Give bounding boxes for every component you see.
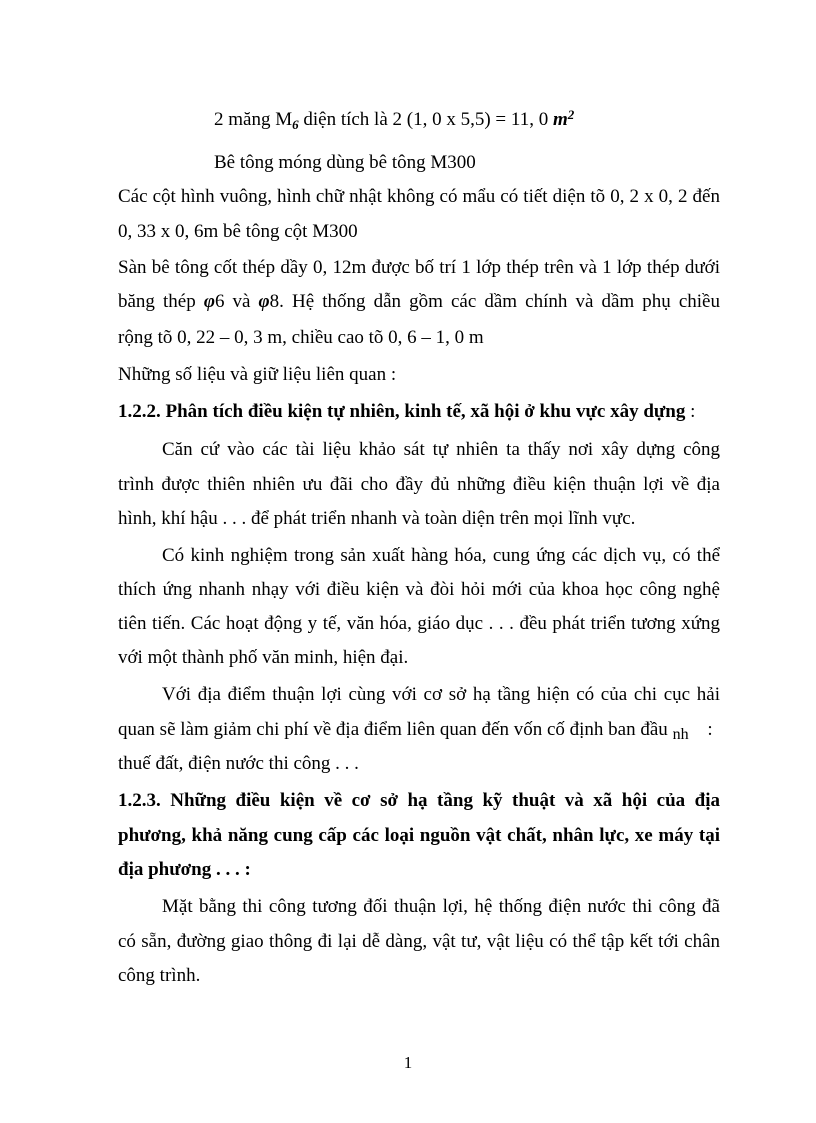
foundation-area-line (214, 103, 574, 137)
para-location-line-2 (118, 718, 713, 747)
section-heading-1-2-3-line-1: 1.2.3. Những điều kiện về cơ sở hạ tầng kỹ thuật và xã hội của địa (118, 790, 720, 811)
section-heading-1-2-2 (118, 400, 695, 424)
text-span: 6 và (214, 291, 259, 312)
para-experience-line-3: tiên tiến. Các hoạt động y tế, văn hóa, giáo dục . . . đều phát triển tương xứng (118, 613, 720, 634)
para-site-line-3: công trình. (118, 965, 201, 986)
slab-spec-line-2 (118, 290, 720, 314)
para-experience-line-2: thích ứng nhanh nhạy với điều kiện và đòi hỏi mới của khoa học công nghệ (118, 579, 720, 600)
para-site-line-1: Mặt bằng thi công tương đối thuận lợi, hệ thống điện nước thi công đã (162, 896, 720, 917)
phi-symbol: φ (203, 291, 215, 312)
page-number: 1 (403, 1053, 413, 1072)
para-natural-line-3: hình, khí hậu . . . để phát triển nhanh và toàn diện trên mọi lĩnh vực. (118, 508, 636, 529)
text-span: nh (672, 726, 689, 743)
para-experience-line-1: Có kinh nghiệm trong sản xuất hàng hóa, cung ứng các dịch vụ, có thể (162, 545, 720, 566)
text-span: diện tích là 2 (1, 0 x 5,5) = 11, 0 (298, 109, 553, 130)
concrete-grade-line: Bê tông móng dùng bê tông M300 (214, 152, 476, 173)
heading-colon: : (685, 401, 696, 422)
text-span: 8. Hệ thống dẫn gồm các dầm chính và dầm phụ chiều (269, 291, 720, 312)
text-span: 2 măng M (214, 109, 293, 130)
superscript: 2 (567, 107, 575, 122)
para-natural-line-1: Căn cứ vào các tài liệu khảo sát tự nhiên ta thấy nơi xây dựng công (162, 439, 720, 460)
column-spec-line-1: Các cột hình vuông, hình chữ nhật không có mẩu có tiết diện tõ 0, 2 x 0, 2 đến (118, 186, 720, 207)
related-data-line: Những số liệu và giữ liệu liên quan : (118, 364, 397, 385)
phi-symbol: φ (258, 291, 270, 312)
subscript: 6 (292, 117, 299, 132)
para-location-line-1: Với địa điểm thuận lợi cùng với cơ sở hạ tầng hiện có của chi cục hải (162, 684, 720, 705)
slab-spec-line-1: Sàn bê tông cốt thép dầy 0, 12m được bố trí 1 lớp thép trên và 1 lớp thép dưới (118, 257, 720, 278)
para-natural-line-2: trình được thiên nhiên ưu đãi cho đầy đủ những điều kiện thuận lợi về địa (118, 474, 720, 495)
para-site-line-2: có sẵn, đường giao thông đi lại dễ dàng, vật tư, vật liệu có thể tập kết tới chân (118, 931, 720, 952)
text-span: : (707, 719, 713, 740)
para-location-line-3: thuế đất, điện nước thi công . . . (118, 753, 359, 774)
section-heading-1-2-3-line-3: địa phương . . . : (118, 859, 251, 880)
section-heading-1-2-3-line-2: phương, khả năng cung cấp các loại nguồn vật chất, nhân lực, xe máy tại (118, 825, 720, 846)
para-experience-line-4: với một thành phố văn minh, hiện đại. (118, 647, 409, 668)
heading-text: 1.2.2. Phân tích điều kiện tự nhiên, kinh tế, xã hội ở khu vực xây dựng (118, 401, 686, 422)
column-spec-line-2: 0, 33 x 0, 6m bê tông cột M300 (118, 221, 358, 242)
text-span: quan sẽ làm giảm chi phí về địa điểm liên quan đến vốn cố định ban đầu (118, 719, 668, 740)
slab-spec-line-3: rộng tõ 0, 22 – 0, 3 m, chiều cao tõ 0, 6 – 1, 0 m (118, 327, 484, 348)
text-span: băng thép (118, 291, 204, 312)
unit-symbol: m (552, 109, 568, 130)
